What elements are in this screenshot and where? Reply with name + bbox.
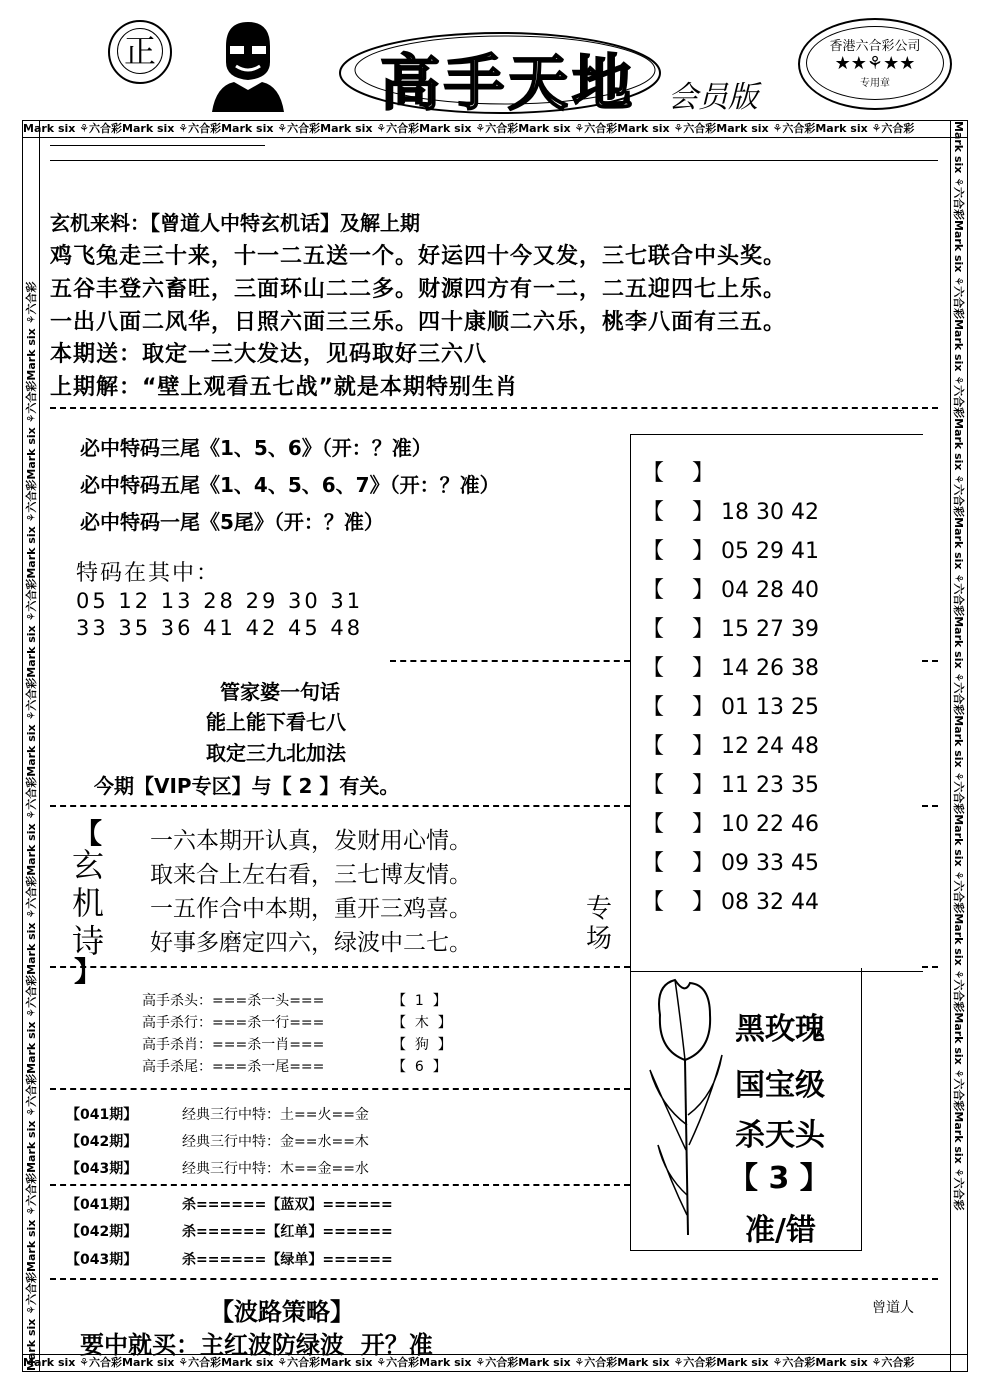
kill-element-label: 高手杀行：===杀一行=== [142, 1015, 325, 1031]
bose-text: 杀======【绿单】====== [182, 1252, 393, 1268]
seal-bottom-text: 专用章 [860, 78, 890, 89]
tail-pick-3: 必中特码三尾《1、5、6》（开：？准） [80, 436, 432, 460]
numbers-row: 【 】 01 13 25 [642, 695, 819, 720]
tail-pick-5: 必中特码五尾《1、4、5、6、7》（开：？准） [80, 473, 500, 497]
housekeeper-line-2: 能上能下看七八 [206, 710, 346, 734]
poem-label: 【 玄 机 诗 】 [71, 817, 104, 988]
numbers-row: 【 】 12 24 48 [642, 734, 819, 759]
divider [50, 145, 265, 146]
wuxing-text: 经典三行中特：土==火==金 [182, 1107, 369, 1123]
xuanji-line-1: 鸡飞兔走三十来，十一二五送一个。好运四十今又发，三七联合中头奖。 [50, 244, 787, 269]
divider [50, 1184, 630, 1186]
divider [922, 966, 938, 968]
last-issue-text: 上期解：“壁上观看五七战”就是本期特别生肖 [50, 375, 518, 400]
border-bottom: Mark six ⚘六合彩Mark six ⚘六合彩Mark six ⚘六合彩Mark six ⚘六合彩Mark six ⚘六合彩Mark six ⚘六合彩Mark six ⚘六合彩Mark six ⚘六合彩Mark six ⚘六合彩 [22, 1354, 968, 1372]
poem-line-3: 一五作合中本期，重开三鸡喜。 [150, 896, 472, 922]
bose-text: 杀======【红单】====== [182, 1224, 393, 1240]
author-name: 曾道人 [872, 1300, 914, 1316]
bose-text: 杀======【蓝双】====== [182, 1197, 393, 1213]
divider [922, 805, 938, 807]
kill-element-value: 【 木 】 [392, 1015, 452, 1031]
poem-line-2: 取来合上左右看，三七博友情。 [150, 862, 472, 888]
seal-stars: ★★⚘★★ [834, 53, 916, 74]
tulip-flower-icon [640, 975, 730, 1245]
seal-stamp [798, 18, 952, 110]
numbers-row: 【 】 05 29 41 [642, 539, 819, 564]
divider [50, 407, 938, 409]
divider [922, 660, 938, 662]
tail-pick-1: 必中特码一尾《5尾》（开：？准） [80, 510, 384, 534]
divider [390, 660, 630, 662]
special-label: 特码在其中： [76, 561, 221, 586]
numbers-row: 【 】 04 28 40 [642, 578, 819, 603]
divider [50, 160, 938, 161]
rose-line-1: 黑玫瑰 [735, 1012, 825, 1047]
border-left: Mark six ⚘六合彩Mark six ⚘六合彩Mark six ⚘六合彩Mark six ⚘六合彩Mark six ⚘六合彩Mark six ⚘六合彩Mark six ⚘六合彩Mark six ⚘六合彩Mark six ⚘六合彩Mark six ⚘六合彩Mark six ⚘六合彩 [22, 120, 40, 1372]
xuanji-source: 玄机来料：【曾道人中特玄机话】及解上期 [50, 211, 420, 235]
divider [50, 1088, 630, 1090]
housekeeper-line-4: 今期【VIP专区】与【 2 】有关。 [94, 774, 400, 798]
strategy-title: 【波路策略】 [210, 1298, 354, 1326]
page-title: 高手天地 [380, 49, 636, 119]
wuxing-issue: 【043期】 [66, 1161, 138, 1177]
wuxing-issue: 【041期】 [66, 1107, 138, 1123]
kill-zodiac-value: 【 狗 】 [392, 1037, 452, 1053]
wuxing-text: 经典三行中特：金==水==木 [182, 1134, 369, 1150]
kill-tail-value: 【 6 】 [392, 1059, 447, 1075]
divider [50, 1278, 938, 1280]
bose-issue: 【042期】 [66, 1224, 138, 1240]
rose-line-5: 准/错 [745, 1213, 816, 1248]
numbers-row: 【 】 10 22 46 [642, 812, 819, 837]
numbers-row: 【 】 11 23 35 [642, 773, 819, 798]
bose-issue: 【043期】 [66, 1252, 138, 1268]
numbers-row: 【 】 18 30 42 [642, 500, 819, 525]
poem-line-1: 一六本期开认真，发财用心情。 [150, 828, 472, 854]
numbers-row: 【 】 [642, 461, 714, 486]
badge-char: 正 [117, 28, 163, 74]
kill-head-value: 【 1 】 [392, 993, 447, 1009]
poem-line-4: 好事多磨定四六，绿波中二七。 [150, 930, 472, 956]
numbers-row: 【 】 15 27 39 [642, 617, 819, 642]
zone-label: 专 场 [586, 894, 613, 954]
wuxing-text: 经典三行中特：木==金==水 [182, 1161, 369, 1177]
special-numbers-row-1: 05 12 13 28 29 30 31 [76, 589, 364, 613]
housekeeper-line-1: 管家婆一句话 [220, 680, 340, 704]
housekeeper-line-3: 取定三九北加法 [206, 741, 346, 765]
wuxing-issue: 【042期】 [66, 1134, 138, 1150]
kill-zodiac-label: 高手杀肖：===杀一肖=== [142, 1037, 325, 1053]
kill-head-label: 高手杀头：===杀一头=== [142, 993, 325, 1009]
divider [50, 805, 630, 807]
portrait-image [212, 16, 284, 112]
buy-advice: 要中就买：主红波防绿波 开？准 [80, 1331, 433, 1359]
xuanji-line-2: 五谷丰登六畜旺，三面环山二二多。财源四方有一二，二五迎四七上乐。 [50, 277, 787, 302]
edition-label: 会员版 [668, 80, 758, 115]
bose-issue: 【041期】 [66, 1197, 138, 1213]
seal-top-text: 香港六合彩公司 [829, 39, 921, 54]
kill-tail-label: 高手杀尾：===杀一尾=== [142, 1059, 325, 1075]
rose-line-4: 【 3 】 [728, 1161, 830, 1196]
border-right: Mark six ⚘六合彩Mark six ⚘六合彩Mark six ⚘六合彩Mark six ⚘六合彩Mark six ⚘六合彩Mark six ⚘六合彩Mark six ⚘六合彩Mark six ⚘六合彩Mark six ⚘六合彩Mark six ⚘六合彩Mark six ⚘六合彩 [950, 120, 968, 1372]
this-issue-text: 本期送：取定一三大发达，见码取好三六八 [50, 342, 488, 367]
border-top: Mark six ⚘六合彩Mark six ⚘六合彩Mark six ⚘六合彩Mark six ⚘六合彩Mark six ⚘六合彩Mark six ⚘六合彩Mark six ⚘六合彩Mark six ⚘六合彩Mark six ⚘六合彩 [22, 120, 968, 138]
numbers-row: 【 】 14 26 38 [642, 656, 819, 681]
rose-line-2: 国宝级 [735, 1068, 825, 1103]
numbers-row: 【 】 09 33 45 [642, 851, 819, 876]
divider [50, 966, 630, 968]
xuanji-line-3: 一出八面二风华，日照六面三三乐。四十康顺二六乐，桃李八面有三五。 [50, 310, 787, 335]
special-numbers-row-2: 33 35 36 41 42 45 48 [76, 616, 364, 640]
numbers-row: 【 】 08 32 44 [642, 890, 819, 915]
badge [108, 20, 172, 84]
rose-line-3: 杀天头 [735, 1118, 825, 1153]
